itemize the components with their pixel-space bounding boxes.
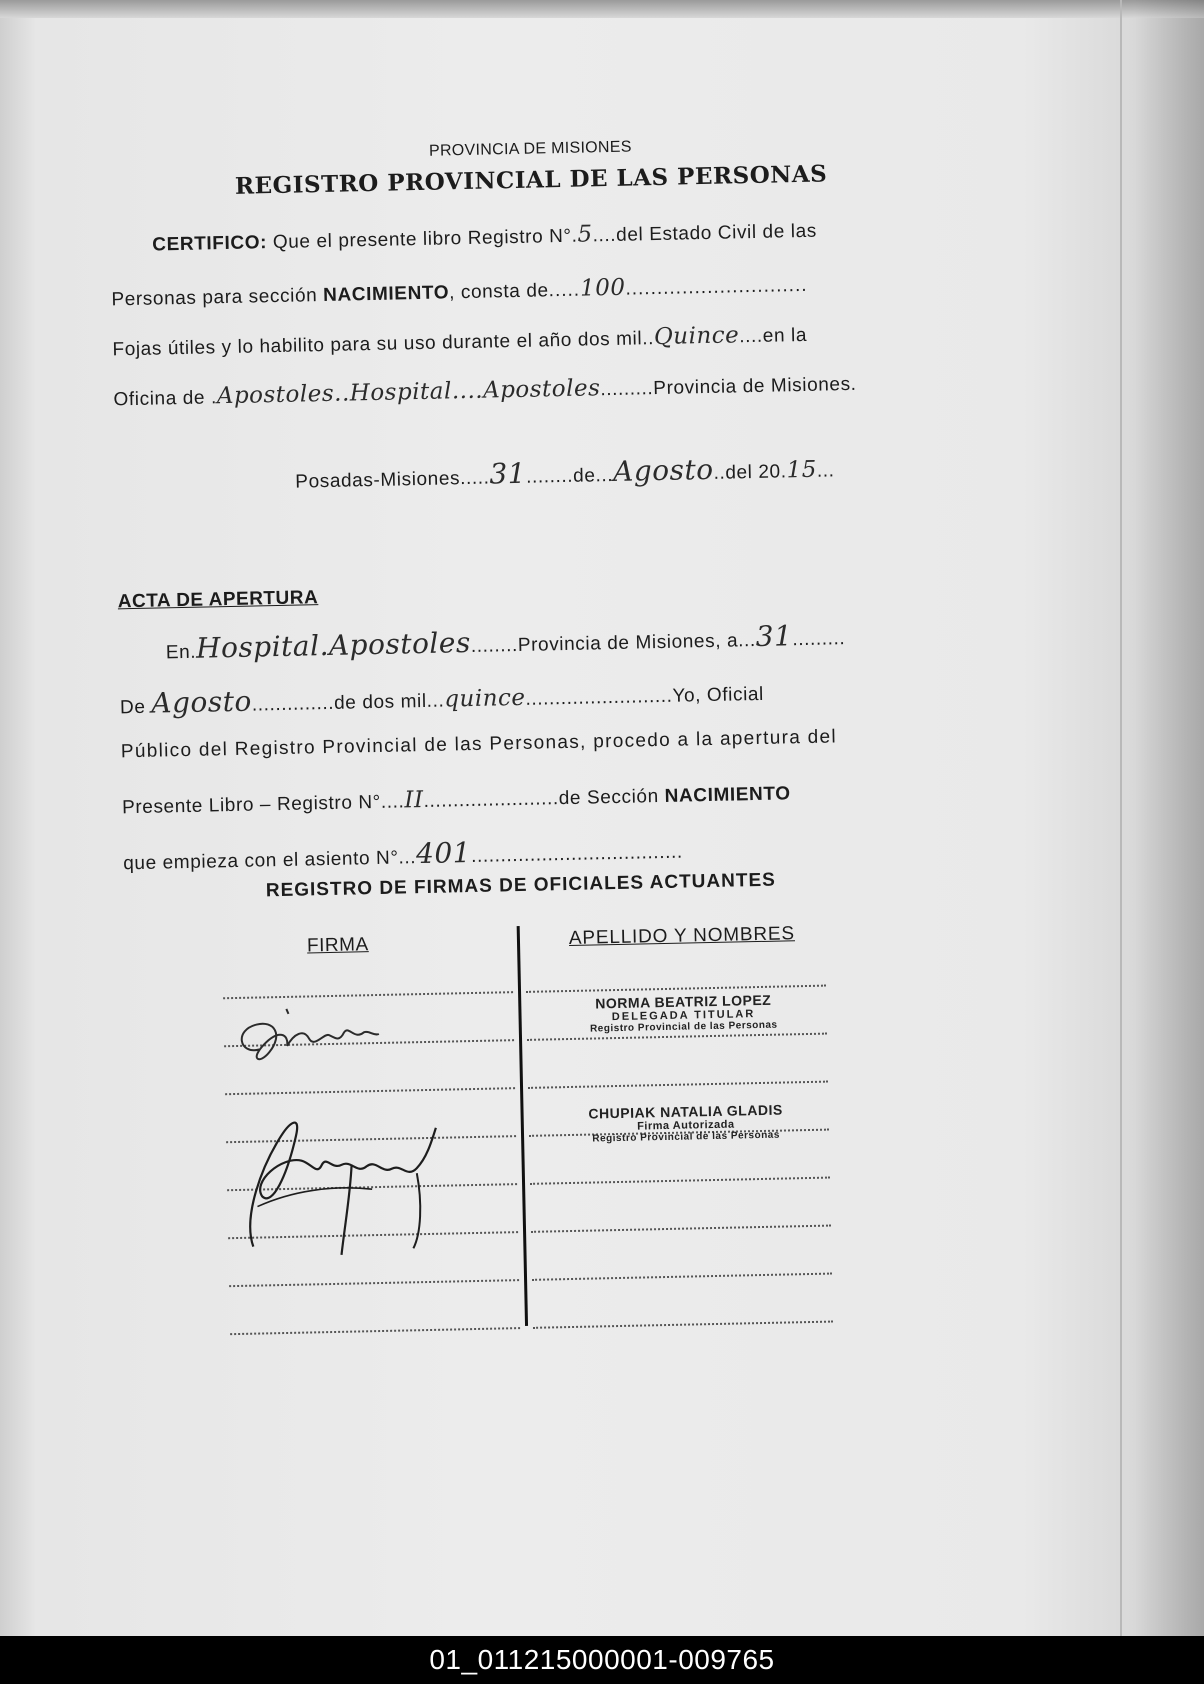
stamp-2-org: Registro Provincial de las Personas: [592, 1129, 780, 1145]
asiento-dots: ....................................: [470, 841, 683, 868]
certifico-line-3: [112, 318, 962, 362]
column-divider: [517, 926, 528, 1326]
fecha-line: [295, 444, 1146, 495]
nacimiento-label: NACIMIENTO: [322, 282, 450, 306]
asiento-label: que empieza con el asiento N°...: [123, 847, 417, 875]
official-stamp-2: [560, 1101, 811, 1145]
signature-line: [230, 1327, 520, 1335]
handwritten-acta-day: 31: [755, 619, 793, 654]
signature-1: [228, 1002, 389, 1075]
certifico-line-4: [113, 368, 963, 412]
handwritten-year: Quince: [653, 322, 740, 351]
acta-line-1-dots: .........: [792, 628, 846, 651]
name-line: [528, 1081, 828, 1089]
stamp-2-role: Firma Autorizada: [637, 1118, 735, 1133]
fecha-label: Posadas-Misiones.....: [295, 467, 490, 493]
fecha-text-3: ..del 20.: [713, 461, 787, 484]
certifico-line-3-text: Fojas útiles y lo habilito para su uso durante el año dos mil..: [112, 328, 655, 361]
handwritten-roman-number: II: [404, 787, 424, 814]
handwritten-office: Apostoles..Hospital....Apostoles: [216, 375, 601, 410]
acta-en: En.: [165, 641, 197, 664]
stamp-2-name: CHUPIAK NATALIA GLADIS: [588, 1101, 783, 1122]
document-id-footer: 01_011215000001-009765: [0, 1636, 1204, 1684]
fecha-text-2: ........de...: [525, 464, 614, 488]
handwritten-acta-month: Agosto: [150, 684, 253, 720]
acta-line-1-text: ........Provincia de Misiones, a...: [470, 630, 756, 657]
handwritten-book-number: 5: [577, 221, 593, 248]
oficina-label: Oficina de .: [113, 387, 218, 411]
certifico-label: CERTIFICO:: [152, 232, 268, 256]
handwritten-asiento: 401: [415, 836, 472, 871]
acta-line-3: Público del Registro Provincial de las Personas, procedo a la apertura del: [120, 726, 838, 763]
signature-line: [223, 991, 513, 999]
dots: .............................: [625, 274, 808, 300]
name-line: [533, 1321, 833, 1329]
handwritten-month: Agosto: [612, 452, 714, 488]
firmas-title: REGISTRO DE FIRMAS DE OFICIALES ACTUANTES: [265, 869, 777, 902]
acta-line-1: [165, 615, 1016, 666]
apellido-column-header: APELLIDO Y NOMBRES: [568, 923, 796, 949]
page-top-edge: [0, 0, 1204, 18]
handwritten-acta-year: quince: [444, 684, 526, 713]
certificate-sheet: [100, 120, 1047, 1439]
acta-line-5: [123, 826, 974, 877]
page-fold-line: [1120, 0, 1122, 1636]
nacimiento-label-2: NACIMIENTO: [664, 783, 791, 807]
acta-line-2: [120, 670, 971, 721]
certifico-line-1: [152, 213, 1002, 257]
dots: .....: [548, 279, 581, 302]
handwritten-day: 31: [489, 456, 527, 491]
certifico-line-3-text-2: ....en la: [739, 324, 808, 348]
certifico-line-2: [111, 268, 961, 312]
signature-line: [229, 1279, 519, 1287]
name-line: [531, 1225, 831, 1233]
stamp-1-role: DELEGADA TITULAR: [611, 1008, 756, 1024]
handwritten-place: Hospital.Apostoles: [195, 625, 472, 665]
certifico-text-2: ....del Estado Civil de las: [592, 220, 818, 247]
acta-line-2-text: ..............de dos mil...: [251, 690, 445, 716]
firma-column-header: FIRMA: [306, 934, 369, 957]
stamp-1-name: NORMA BEATRIZ LOPEZ: [595, 991, 772, 1012]
handwritten-year-2: 15: [786, 456, 818, 484]
certifico-line-4-text-2: .........Provincia de Misiones.: [600, 373, 857, 401]
stamp-1-org: Registro Provincial de las Personas: [589, 1019, 778, 1035]
acta-line-4-text: Presente Libro – Registro N°....: [121, 791, 405, 819]
certifico-line-2-text: Personas para sección: [111, 284, 324, 311]
handwritten-fojas: 100: [579, 274, 626, 302]
fecha-text-4: ...: [816, 460, 835, 482]
signature-2: [230, 1092, 464, 1267]
province-heading: PROVINCIA DE MISIONES: [428, 138, 632, 160]
official-stamp-1: [558, 991, 809, 1035]
acta-title: ACTA DE APERTURA: [117, 587, 319, 613]
acta-line-4-text-2: .......................de Sección: [423, 785, 665, 813]
name-line: [532, 1273, 832, 1281]
registry-heading: REGISTRO PROVINCIAL DE LAS PERSONAS: [234, 160, 828, 200]
certifico-line-2-text-2: , consta de: [448, 280, 549, 304]
certifico-text: Que el presente libro Registro N°.: [266, 225, 578, 254]
page-shadow: [1134, 0, 1204, 1636]
acta-de: De: [119, 696, 152, 719]
acta-line-2-text-2: .........................Yo, Oficial: [525, 683, 765, 710]
acta-line-4: [122, 776, 972, 820]
name-line: [530, 1177, 830, 1185]
